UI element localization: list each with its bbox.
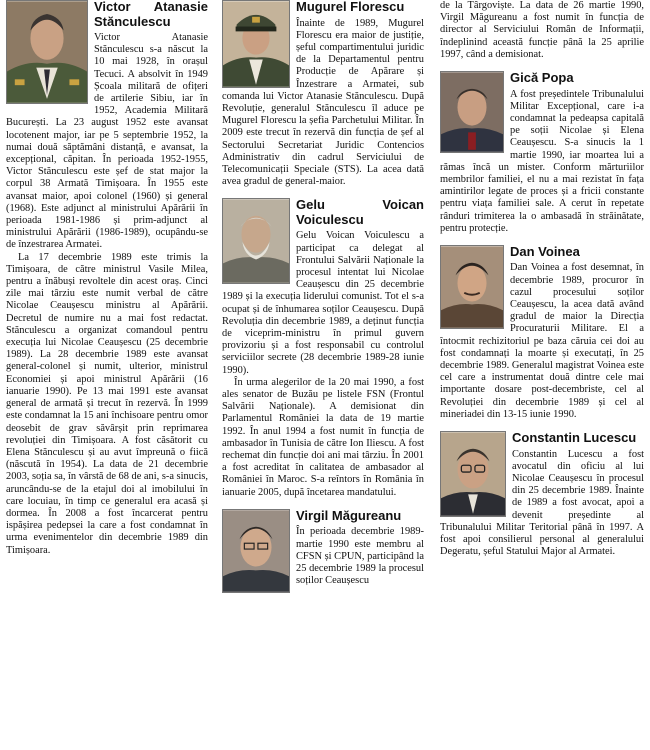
article-popa [440, 71, 644, 235]
portrait-voinea-graphic [441, 246, 503, 328]
portrait-lucescu-graphic [441, 432, 505, 516]
article-voiculescu [222, 198, 424, 498]
photo-magureanu [222, 509, 290, 593]
portrait-voiculescu-graphic [223, 199, 289, 283]
article-florescu [222, 0, 424, 188]
portrait-florescu-graphic [223, 1, 289, 87]
name-voiculescu: Gelu Voican Voiculescu [296, 197, 424, 227]
photo-stanculescu [6, 0, 88, 104]
text-magureanu-continued: de la Târgoviște. La data de 26 martie 1990, Virgil Măgureanu a fost numit în funcția de director al Serviciului Român de Informații, îndeplinind această funcție până la 25 aprilie 1997, când a demisionat. [440, 0, 644, 60]
text-voinea-1: Dan Voinea a fost desemnat, în decembrie 1989, procuror în cazul procesului soților Ceaușescu, la acea dată având gradul de maior la Direcția Procuraturii Militare. El a întocmit rechizitoriul pe baza căruia cei doi au fost condamnați la moarte și executați, în 25 decembrie 1989. Generalul magistrat Voinea este cel care a instrumentat două dintre cele mai importante dosare post-decembriste, cel al Revoluției din decembrie 1989 și cel al mineriadei din 13-15 iunie 1990. [440, 262, 644, 420]
portrait-magureanu-graphic [223, 510, 289, 592]
text-stanculescu-2: La 17 decembrie 1989 este trimis la Timișoara, de către ministrul Vasile Milea, pentru a înăbuși revoltele din acest oraș. Cinci zile mai târziu este numit verbal de către Nicolae Ceaușescu ministru al Apărării. Decretul de numire nu a mai fost redactat. Stănculescu a organizat comandoul pentru execuția lui Nicolae Ceaușescu (25 decembrie 1989). La 28 decembrie 1989 este avansat general-colonel și numit, ulterior, ministrul Economiei și apoi ministrul Apărării (16 ianuarie 1990). Pe 13 mai 1991 este avansat general de armată și trecut în rezervă. În 1999 este condamnat la 15 ani închisoare pentru omor deosebit de grav săvârșit prin reprimarea revoluției din Timișoara. A fost căsătorit cu Elena Stănculescu și au avut împreună o fiică (născută în 1954). La data de 21 decembrie 2003, soția sa, în vârstă de 68 de ani, s-a sinucis, aruncându-se de la etajul doi al imobilului în care locuiau, în timp ce generalul era acasă și dormea. În 2008 a fost încarcerat pentru ispășirea pedepsei la care a fost condamnat în urma evenimentelor din decembrie 1989 din Timișoara. [6, 251, 208, 556]
text-florescu-1: Înainte de 1989, Mugurel Florescu era maior de justiție, șeful compartimentului juridic de la Departamentul pentru Producție de Apărare și Înzestrare a Armatei, sub comanda lui Victor Atanasie Stănculescu. După Revoluție, generalul Stănculescu îl aduce pe Mugurel Florescu la șefia Parchetului Militar. În 2009 este trecut în rezervă din funcția de șef al Sectorului Secretariat Juridic Contencios Administrativ din cadrul Serviciului de Telecomunicații Speciale (STS). La acea dată avea gradul de general-maior. [222, 17, 424, 188]
name-florescu: Mugurel Florescu [296, 0, 405, 14]
article-voinea [440, 245, 644, 421]
text-voiculescu-2: În urma alegerilor de la 20 mai 1990, a fost ales senator de Buzău pe listele FSN (Frontul Salvării Naționale). A demisionat din Parlamentul României la data de 19 martie 1992. În anul 1994 a fost numit în funcția de ambasador în Tunisia de către Ion Iliescu. A fost rechemat din funcție doi ani mai târziu. În 2001 a fost acreditat în calitatea de ambasador al României în Maroc. S-a reîntors în România în ianuarie 2005, după încetarea mandatului. [222, 376, 424, 498]
name-stanculescu: Victor Atanasie Stănculescu [94, 0, 208, 29]
text-popa-1: A fost președintele Tribunalului Militar Excepțional, care i-a condamnat la pedeapsa capitală pe soții Nicolae și Elena Ceaușescu. S-a sinucis la 1 martie 1990, iar moartea lui a rămas încă un mister. Conform mărturiilor membrilor familiei, el nu a mai rezistat în fața amintirilor legate de proces și a fricii constante pentru viața familiei sale. A cerut în repetate rânduri trimiterea la o ambasadă în străinătate, pentru protecție. [440, 88, 644, 234]
text-voiculescu-1: Gelu Voican Voiculescu a participat ca delegat al Frontului Salvării Naționale la procesul intentat lui Nicolae Ceaușescu din 25 decembrie 1989 și la execuția liderului comunist. Tot el s-a ocupat și de înhumarea soților Ceaușescu. După Revoluția din decembrie 1989, a deținut funcția de viceprim-ministru în primul guvern provizoriu și a fost responsabil cu controlul serviciilor secrete (28 decembrie 1989-28 iunie 1990). [222, 230, 424, 376]
column-1 [6, 0, 208, 750]
name-popa: Gică Popa [510, 70, 574, 86]
photo-florescu [222, 0, 290, 88]
text-lucescu-1: Constantin Lucescu a fost avocatul din oficiu al lui Nicolae Ceaușescu în procesul din 25 decembrie 1989. Înainte de 1989 a fost avocat, apoi a devenit președinte al Tribunalului Militar Teritorial până în 1997. A fost apoi consilierul personal al generalului Degeratu, șeful Statului Major al Armatei. [440, 448, 644, 558]
photo-voiculescu [222, 198, 290, 284]
name-lucescu: Constantin Lucescu [512, 430, 637, 446]
article-stanculescu [6, 0, 208, 557]
portrait-popa-graphic [441, 72, 503, 152]
photo-lucescu [440, 431, 506, 517]
photo-popa [440, 71, 504, 153]
photo-voinea [440, 245, 504, 329]
name-magureanu: Virgil Măgureanu [296, 507, 402, 523]
column-2 [222, 0, 424, 750]
article-lucescu [440, 431, 644, 558]
text-magureanu-1: În perioada decembrie 1989-martie 1990 este membru al CFSN și CPUN, participând la 25 decembrie 1989 la procesul soților Ceaușescu [296, 526, 424, 587]
article-magureanu [222, 509, 424, 588]
column-3 [440, 0, 644, 750]
portrait-stanculescu-graphic [7, 1, 87, 103]
name-voinea: Dan Voinea [510, 243, 580, 259]
text-stanculescu-1: Victor Atanasie Stănculescu s-a născut la 10 mai 1928, în orașul Tecuci. A absolvit în 1949 Școala militară de ofițeri de artilerie Sibiu, iar în 1952, Academia Militară București. La 23 august 1952 este avansat locotenent major, iar pe 5 septembrie 1952, la numai două săptămâni distanță, e avansat, la excepțional, căpitan. În perioada 1952-1955, Victor Stănculescu este șef de stat major la corpul 38 Armată Timișoara. În 1955 este avansat maior, apoi colonel (1960) și general (1968). Este adjunct al ministrului Apărării în perioada 1981-1986 și prim-adjunct al ministrului Apărării (1986-1989), ocupându-se de înzestrarea Armatei. [6, 32, 208, 251]
